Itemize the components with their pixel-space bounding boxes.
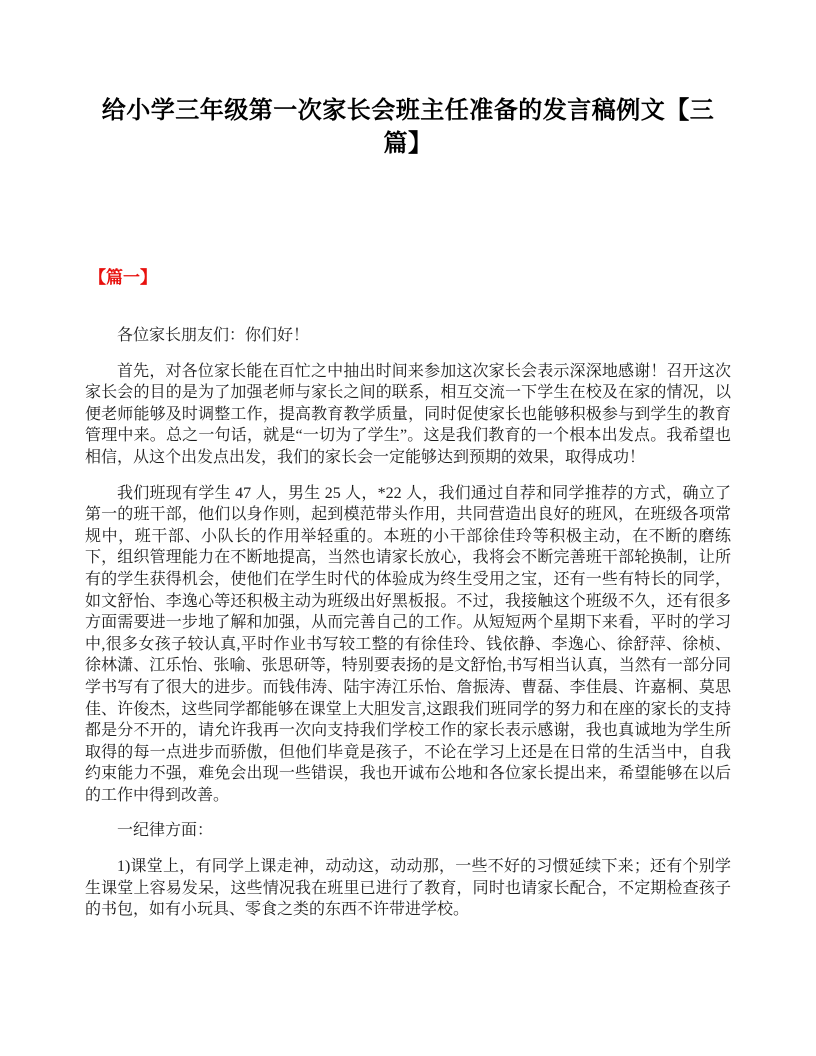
paragraph-discipline-heading: 一纪律方面： (117, 822, 214, 840)
section-heading-part-one: 【篇一】 (89, 268, 157, 287)
paragraph-discipline-item-1: 1)课堂上，有同学上课走神，动动这，动动那，一些不好的习惯延续下来；还有个别学生课堂上容易发呆，这些情况我在班里已进行了教育，同时也请家长配合，不定期检查孩子的书包，如有小玩具、零食之类的东西不许带进学校。 (85, 858, 731, 919)
paragraph-class-overview: 我们班现有学生 47 人，男生 25 人，*22 人，我们通过自荐和同学推荐的方式，确立了第一的班干部，他们以身作则，起到模范带头作用，共同营造出良好的班风，在班级各项常规中，班干部、小队长的作用举轻重的。本班的小干部徐佳玲等积极主动，在不断的磨练下，组织管理能力在不断地提高，当然也请家长放心，我将会不断完善班干部轮换制，让所有的学生获得机会，使他们在学生时代的体验成为终生受用之宝，还有一些有特长的同学，如文舒怡、李逸心等还积极主动为班级出好黑板报。不过，我接触这个班级不久，还有很多方面需要进一步地了解和加强，从而完善自己的工作。从短短两个星期下来看，平时的学习中,很多女孩子较认真,平时作业书写较工整的有徐佳玲、钱依静、李逸心、徐舒萍、徐桢、徐林潇、江乐怡、张喻、张思研等，特别要表扬的是文舒怡,书写相当认真，当然有一部分同学书写有了很大的进步。而钱伟涛、陆宇涛江乐怡、詹振涛、曹磊、李佳晨、许嘉桐、莫思佳、许俊杰，这些同学都能够在课堂上大胆发言,这跟我们班同学的努力和在座的家长的支持都是分不开的，请允许我再一次向支持我们学校工作的家长表示感谢，我也真诚地为学生所取得的每一点进步而骄傲，但他们毕竟是孩子，不论在学习上还是在日常的生活当中，自我约束能力不强，难免会出现一些错误，我也开诚布公地和各位家长提出来，希望能够在以后的工作中得到改善。 (85, 484, 731, 804)
document-title: 给小学三年级第一次家长会班主任准备的发言稿例文【三篇】 (101, 97, 715, 157)
document-body (85, 325, 731, 921)
paragraph-greeting: 各位家长朋友们：你们好！ (117, 327, 310, 344)
paragraph-opening-thanks: 首先，对各位家长能在百忙之中抽出时间来参加这次家长会表示深深地感谢！召开这次家长会的目的是为了加强老师与家长之间的联系，相互交流一下学生在校及在家的情况，以便老师能够及时调整工作，提高教育教学质量，同时促使家长也能够积极参与到学生的教育管理中来。总之一句话，就是“一切为了学生”。这是我们教育的一个根本出发点。我希望也相信，从这个出发点出发，我们的家长会一定能够达到预期的效果，取得成功！ (85, 362, 731, 466)
